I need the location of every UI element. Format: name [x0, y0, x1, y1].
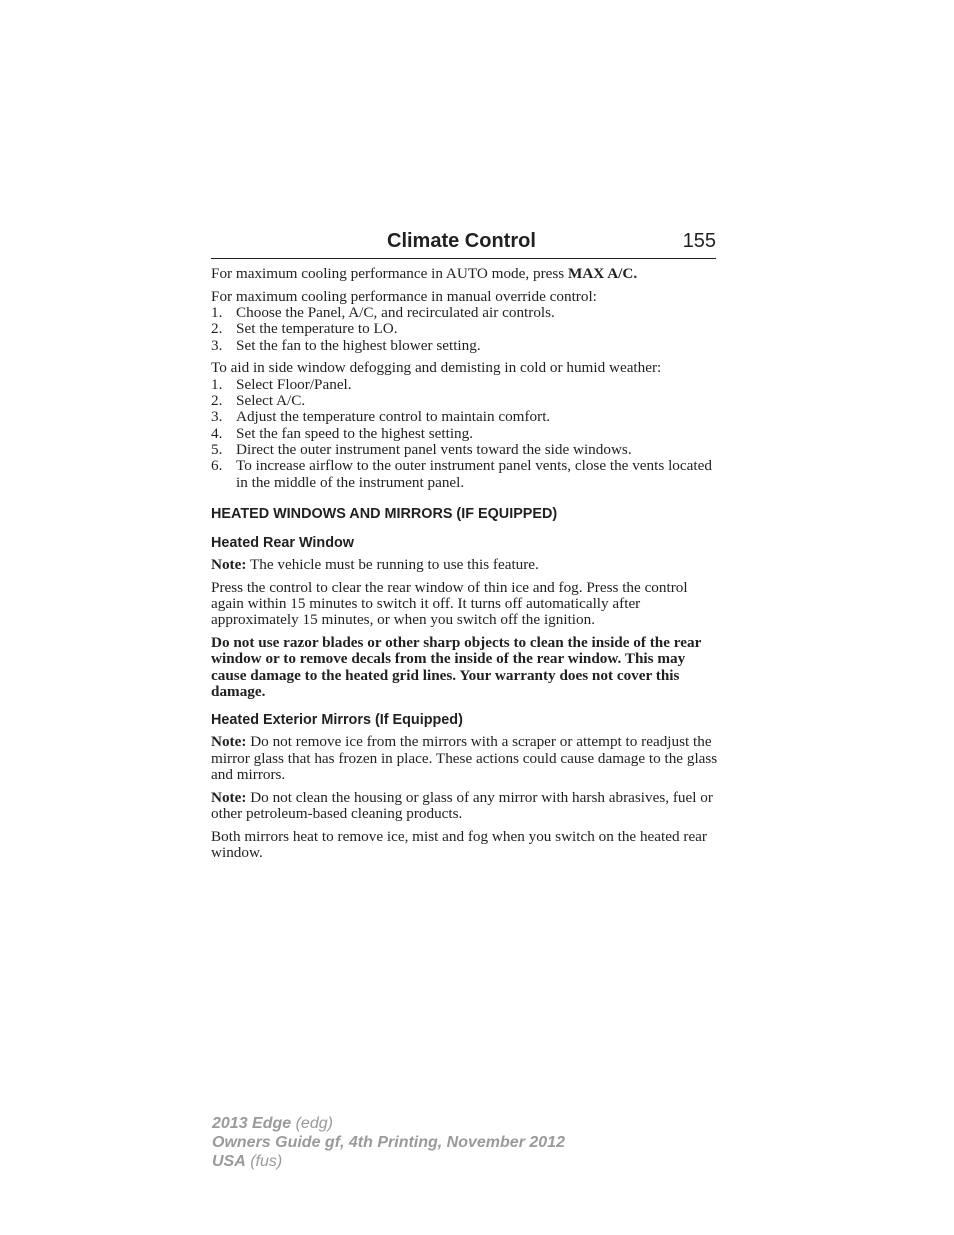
manual-lead: For maximum cooling performance in manual override control:: [211, 287, 597, 305]
list-item: 3. Adjust the temperature control to maintain comfort.: [211, 408, 551, 426]
footer-line-printing: Owners Guide gf, 4th Printing, November 2012: [212, 1134, 565, 1151]
page-header: [211, 228, 716, 259]
page-number: 155: [682, 230, 716, 252]
mirrors-note-2: Note: Do not clean the housing or glass of any mirror with harsh abrasives, fuel or other petroleum-based cleaning products.: [211, 788, 713, 822]
mirrors-body: Both mirrors heat to remove ice, mist and fog when you switch on the heated rear window.: [211, 827, 707, 862]
list-item: 4. Set the fan speed to the highest setting.: [211, 424, 474, 442]
chapter-title: Climate Control: [387, 230, 536, 252]
rear-window-body: Press the control to clear the rear window of thin ice and fog. Press the control again within 15 minutes to switch it off. It turns off automatically after approximately 15 minutes, or when you switch off the ignition.: [211, 578, 688, 629]
list-item: 5. Direct the outer instrument panel vents toward the side windows.: [211, 440, 632, 458]
page-footer: [212, 1114, 565, 1171]
page-content: [211, 266, 721, 861]
footer-line-model: 2013 Edge (edg): [212, 1115, 333, 1132]
list-item: 1. Select Floor/Panel.: [211, 375, 352, 393]
list-item: 1. Choose the Panel, A/C, and recirculated air controls.: [211, 304, 555, 322]
list-item: 2. Set the temperature to LO.: [211, 320, 398, 338]
manual-steps-list: [211, 305, 721, 354]
footer-line-market: USA (fus): [212, 1153, 283, 1170]
list-item: 3. Set the fan to the highest blower setting.: [211, 336, 481, 354]
list-item: 2. Select A/C.: [211, 392, 306, 410]
auto-mode-paragraph: For maximum cooling performance in AUTO mode, press MAX A/C.: [211, 265, 638, 282]
subsection-heading-rear-window: Heated Rear Window: [211, 534, 354, 551]
defog-steps-list: [211, 377, 721, 491]
defog-lead: To aid in side window defogging and demisting in cold or humid weather:: [211, 359, 662, 377]
section-heading: HEATED WINDOWS AND MIRRORS (IF EQUIPPED): [211, 505, 558, 522]
rear-window-warning: Do not use razor blades or other sharp objects to clean the inside of the rear window or to remove decals from the inside of the rear window. This may cause damage to the heated grid lines. Your warranty does not cover this damage.: [211, 634, 702, 700]
mirrors-note-1: Note: Do not remove ice from the mirrors with a scraper or attempt to readjust the mirror glass that has frozen in place. These actions could cause damage to the glass and mirrors.: [211, 733, 718, 783]
max-ac-label: MAX A/C.: [567, 265, 638, 282]
subsection-heading-mirrors: Heated Exterior Mirrors (If Equipped): [211, 712, 463, 729]
rear-window-note: Note: The vehicle must be running to use this feature.: [211, 555, 539, 573]
list-item: 6. To increase airflow to the outer instrument panel vents, close the vents located in the middle of the instrument panel.: [211, 457, 712, 491]
